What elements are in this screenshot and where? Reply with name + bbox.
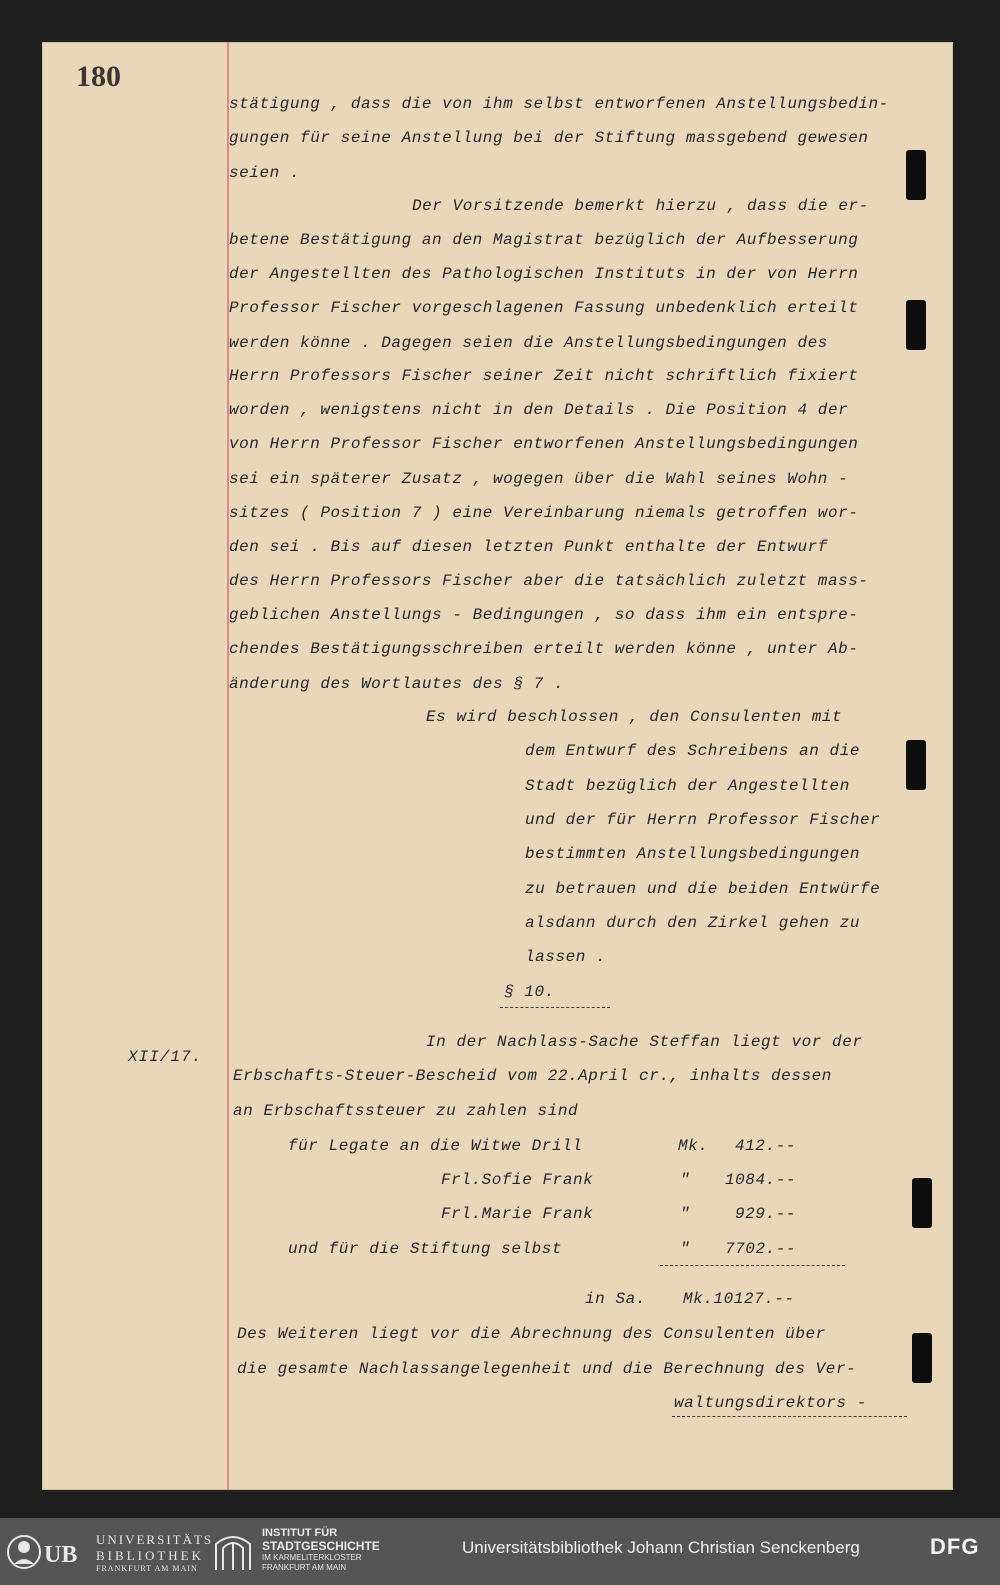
- text-line: von Herrn Professor Fischer entworfenen Anstellungsbedingungen: [229, 435, 859, 453]
- document-page: [42, 42, 953, 1490]
- text-line: die gesamte Nachlassangelegenheit und die Berechnung des Ver-: [237, 1360, 857, 1378]
- text-line: sei ein späterer Zusatz , wogegen über die Wahl seines Wohn -: [229, 470, 849, 488]
- section-underline: [500, 1007, 610, 1008]
- text-line: In der Nachlass-Sache Steffan liegt vor der: [426, 1033, 863, 1051]
- text-line: Professor Fischer vorgeschlagenen Fassung unbedenklich erteilt: [229, 299, 859, 317]
- text-line: stätigung , dass die von ihm selbst entworfenen Anstellungsbedin-: [229, 95, 889, 113]
- tax-amount: 412.--: [735, 1137, 796, 1155]
- tax-item-label: Frl.Sofie Frank: [441, 1171, 594, 1189]
- page-number: 180: [76, 60, 121, 93]
- marker-bar: [912, 1333, 932, 1383]
- svg-text:UB: UB: [44, 1542, 78, 1568]
- tax-item-label: und für die Stiftung selbst: [288, 1240, 563, 1258]
- ub-line-3: FRANKFURT AM MAIN: [96, 1564, 198, 1573]
- margin-rule: [227, 42, 229, 1490]
- text-line: geblichen Anstellungs - Bedingungen , so dass ihm ein entspre-: [229, 606, 859, 624]
- institute-line-2: STADTGESCHICHTE: [262, 1539, 380, 1553]
- text-line: waltungsdirektors -: [674, 1394, 867, 1412]
- text-line: Herrn Professors Fischer seiner Zeit nicht schriftlich fixiert: [229, 367, 859, 385]
- institute-line-3: IM KARMELITERKLOSTER: [262, 1553, 362, 1562]
- text-line: Stadt bezüglich der Angestellten: [525, 777, 850, 795]
- ub-line-2: BIBLIOTHEK: [96, 1548, 204, 1563]
- sum-rule: [660, 1265, 845, 1266]
- tax-amount: 929.--: [735, 1205, 796, 1223]
- total-label: in Sa.: [585, 1290, 646, 1308]
- text-line: chendes Bestätigungsschreiben erteilt werden könne , unter Ab-: [229, 640, 859, 658]
- tax-item-label: Frl.Marie Frank: [441, 1205, 594, 1223]
- text-line: worden , wenigstens nicht in den Details . Die Position 4 der: [229, 401, 849, 419]
- text-line: gungen für seine Anstellung bei der Stiftung massgebend gewesen: [229, 129, 869, 147]
- text-line: des Herrn Professors Fischer aber die tatsächlich zuletzt mass-: [229, 572, 869, 590]
- text-line: der Angestellten des Pathologischen Instituts in der von Herrn: [229, 265, 859, 283]
- dfg-logo: DFG: [930, 1534, 980, 1559]
- text-line: lassen .: [525, 948, 607, 966]
- total-amount: Mk.10127.--: [683, 1290, 795, 1308]
- text-line: Es wird beschlossen , den Consulenten mit: [426, 708, 843, 726]
- section-heading: § 10.: [504, 983, 555, 1001]
- text-line: werden könne . Dagegen seien die Anstellungsbedingungen des: [229, 334, 828, 352]
- footer-banner: [0, 1518, 1000, 1585]
- institute-logo-icon: [212, 1530, 254, 1574]
- text-line: bestimmten Anstellungsbedingungen: [525, 845, 861, 863]
- marker-bar: [906, 150, 926, 200]
- ub-logo-icon: [4, 1530, 92, 1574]
- ditto-mark: ": [680, 1205, 691, 1223]
- institute-line-4: FRANKFURT AM MAIN: [262, 1563, 347, 1572]
- text-line: betene Bestätigung an den Magistrat bezüglich der Aufbesserung: [229, 231, 859, 249]
- tax-amount: 1084.--: [725, 1171, 797, 1189]
- text-line: änderung des Wortlautes des § 7 .: [229, 675, 565, 693]
- side-reference: XII/17.: [128, 1048, 203, 1066]
- text-line: dem Entwurf des Schreibens an die: [525, 742, 861, 760]
- ditto-mark: ": [680, 1171, 691, 1189]
- continuation-underline: [672, 1416, 907, 1417]
- text-line: Der Vorsitzende bemerkt hierzu , dass die er-: [412, 197, 869, 215]
- text-line: sitzes ( Position 7 ) eine Vereinbarung niemals getroffen wor-: [229, 504, 859, 522]
- tax-item-label: für Legate an die Witwe Drill: [288, 1137, 583, 1155]
- institute-line-1: INSTITUT FÜR: [262, 1527, 338, 1539]
- text-line: alsdann durch den Zirkel gehen zu: [525, 914, 861, 932]
- library-name: Universitätsbibliothek Johann Christian Senckenberg: [462, 1538, 860, 1557]
- tax-amount: 7702.--: [725, 1240, 797, 1258]
- text-line: seien .: [229, 164, 301, 182]
- marker-bar: [906, 300, 926, 350]
- text-line: Erbschafts-Steuer-Bescheid vom 22.April cr., inhalts dessen: [233, 1067, 832, 1085]
- text-line: und der für Herrn Professor Fischer: [525, 811, 881, 829]
- text-line: zu betrauen und die beiden Entwürfe: [525, 880, 881, 898]
- text-line: den sei . Bis auf diesen letzten Punkt enthalte der Entwurf: [229, 538, 828, 556]
- currency-label: Mk.: [678, 1137, 709, 1155]
- text-line: an Erbschaftssteuer zu zahlen sind: [233, 1102, 579, 1120]
- ub-line-1: UNIVERSITÄTS: [96, 1532, 214, 1547]
- ditto-mark: ": [680, 1240, 691, 1258]
- marker-bar: [912, 1178, 932, 1228]
- text-line: Des Weiteren liegt vor die Abrechnung des Consulenten über: [237, 1325, 826, 1343]
- marker-bar: [906, 740, 926, 790]
